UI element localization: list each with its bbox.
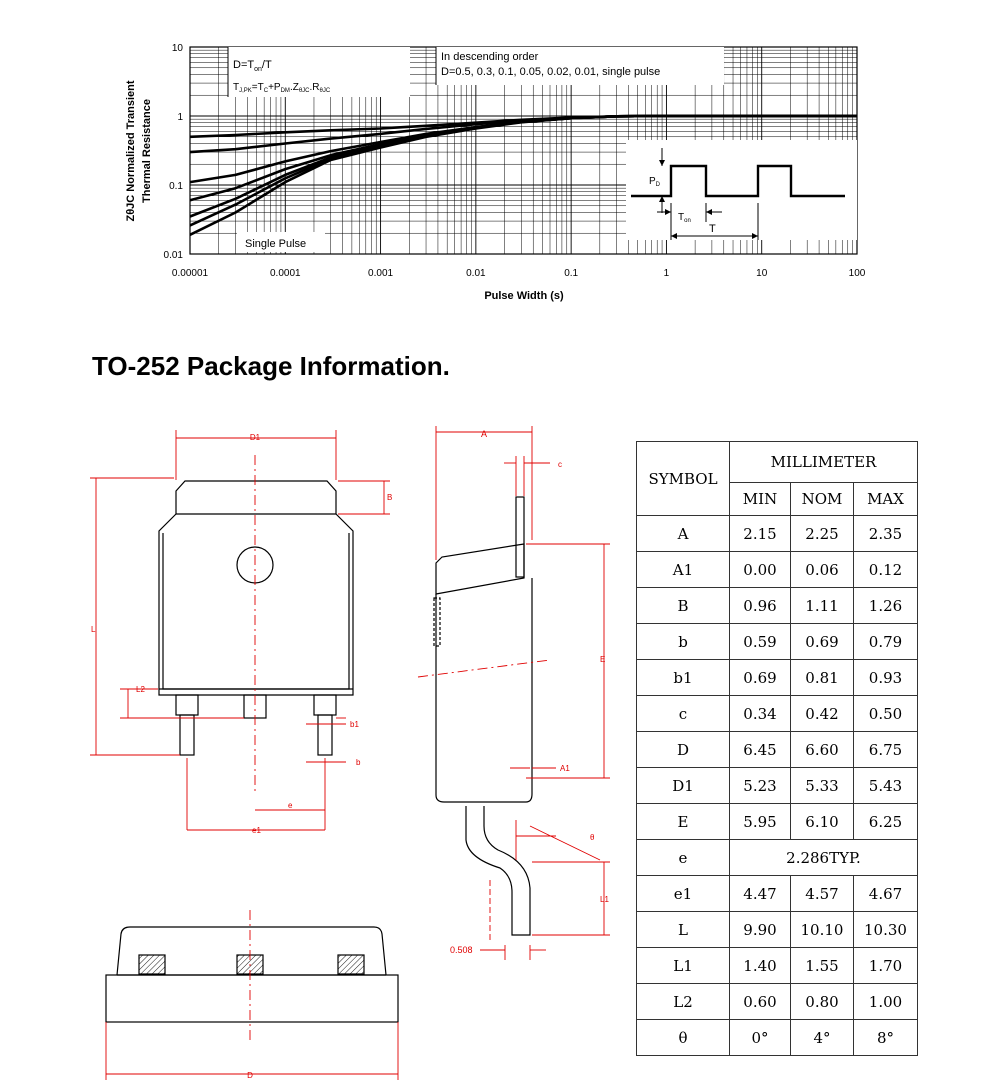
dim-label-e1: e1	[252, 826, 261, 835]
pulse-ton-label: $T_{on}$	[678, 212, 691, 224]
symbol-cell: θ	[637, 1020, 730, 1056]
table-row	[637, 732, 918, 768]
symbol-cell: b1	[637, 660, 730, 696]
nom-cell: 0.81	[791, 660, 854, 696]
max-cell: 6.75	[854, 732, 918, 768]
max-cell: 1.26	[854, 588, 918, 624]
min-cell: 9.90	[730, 912, 791, 948]
dim-label-l1: L1	[600, 895, 609, 904]
pulse-period-label: T	[709, 223, 716, 235]
dim-label-e: e	[288, 801, 293, 810]
table-row	[637, 660, 918, 696]
symbol-cell: L1	[637, 948, 730, 984]
side-view-dimensions	[418, 426, 610, 960]
symbol-cell: D1	[637, 768, 730, 804]
top-view-drawing	[159, 481, 353, 755]
dim-label-l: L	[91, 625, 96, 634]
dim-label-lead-pitch: 0.508	[450, 945, 473, 955]
symbol-cell: E	[637, 804, 730, 840]
max-header: MAX	[854, 483, 918, 516]
symbol-cell: b	[637, 624, 730, 660]
table-row	[637, 1020, 918, 1056]
section-title: TO-252 Package Information.	[92, 351, 450, 381]
nom-cell: 4°	[791, 1020, 854, 1056]
nom-cell: 10.10	[791, 912, 854, 948]
max-cell: 0.93	[854, 660, 918, 696]
table-row	[637, 696, 918, 732]
symbol-header: SYMBOL	[637, 442, 730, 516]
y-tick-label: 0.01	[163, 250, 183, 261]
nom-cell: 5.33	[791, 768, 854, 804]
dimension-table	[636, 441, 918, 1056]
min-cell: 2.15	[730, 516, 791, 552]
order-legend-line2: D=0.5, 0.3, 0.1, 0.05, 0.02, 0.01, single pulse	[441, 66, 661, 78]
dim-label-d1: D1	[249, 433, 261, 442]
x-tick-label: 100	[848, 268, 866, 279]
side-view-drawing	[434, 497, 532, 935]
symbol-cell: c	[637, 696, 730, 732]
dim-label-d: D	[247, 1071, 253, 1080]
table-row	[637, 876, 918, 912]
max-cell: 1.70	[854, 948, 918, 984]
table-row	[637, 516, 918, 552]
min-cell: 0.60	[730, 984, 791, 1020]
symbol-cell: e	[637, 840, 730, 876]
max-cell: 4.67	[854, 876, 918, 912]
nom-cell: 4.57	[791, 876, 854, 912]
symbol-cell: B	[637, 588, 730, 624]
nom-cell: 6.60	[791, 732, 854, 768]
max-cell: 8°	[854, 1020, 918, 1056]
min-cell: 0.00	[730, 552, 791, 588]
top-view-dimensions	[90, 430, 393, 830]
y-tick-label: 0.1	[169, 181, 183, 192]
y-axis-label-line1: ZθJC Normalized Transient	[125, 80, 137, 222]
unit-header: MILLIMETER	[730, 442, 918, 483]
max-cell: 6.25	[854, 804, 918, 840]
y-tick-label: 10	[171, 43, 183, 54]
max-cell: 0.12	[854, 552, 918, 588]
table-row	[637, 804, 918, 840]
max-cell: 0.50	[854, 696, 918, 732]
min-cell: 0.69	[730, 660, 791, 696]
min-cell: 5.95	[730, 804, 791, 840]
x-tick-label: 0.1	[564, 268, 579, 279]
dim-label-a1: A1	[560, 764, 570, 773]
nom-cell: 0.06	[791, 552, 854, 588]
typ-value-cell: 2.286TYP.	[730, 840, 918, 876]
nom-cell: 0.80	[791, 984, 854, 1020]
table-row	[637, 624, 918, 660]
symbol-cell: L2	[637, 984, 730, 1020]
min-cell: 0.34	[730, 696, 791, 732]
dim-label-b: b	[356, 758, 361, 767]
symbol-cell: L	[637, 912, 730, 948]
y-axis-label-line2: Thermal Resistance	[141, 99, 153, 203]
max-cell: 2.35	[854, 516, 918, 552]
x-tick-label: 1	[663, 268, 670, 279]
table-row	[637, 768, 918, 804]
table-row	[637, 588, 918, 624]
dim-label-e-cap: E	[600, 655, 606, 664]
symbol-cell: A1	[637, 552, 730, 588]
nom-cell: 6.10	[791, 804, 854, 840]
table-row	[637, 984, 918, 1020]
dim-label-c: c	[558, 460, 562, 469]
dim-label-b1: b1	[350, 720, 359, 729]
symbol-cell: e1	[637, 876, 730, 912]
x-axis-label: Pulse Width (s)	[484, 290, 564, 302]
table-row	[637, 552, 918, 588]
x-tick-label: 0.0001	[269, 268, 301, 279]
min-cell: 4.47	[730, 876, 791, 912]
max-cell: 1.00	[854, 984, 918, 1020]
min-header: MIN	[730, 483, 791, 516]
x-tick-label: 10	[756, 268, 768, 279]
min-cell: 5.23	[730, 768, 791, 804]
dim-label-a: A	[480, 429, 488, 439]
min-cell: 6.45	[730, 732, 791, 768]
min-cell: 0°	[730, 1020, 791, 1056]
dim-label-b-upper: B	[387, 493, 393, 502]
duty-formula-line1: $D=T_{on}/T$	[233, 59, 272, 73]
x-tick-label: 0.00001	[171, 268, 209, 279]
min-cell: 0.59	[730, 624, 791, 660]
junction-temp-formula: $T_{J,PK}=T_C+P_{DM}.Z_{\theta JC}.R_{\theta JC}$	[233, 82, 331, 94]
symbol-cell: A	[637, 516, 730, 552]
x-tick-label: 0.01	[466, 268, 486, 279]
nom-cell: 2.25	[791, 516, 854, 552]
nom-cell: 1.55	[791, 948, 854, 984]
nom-cell: 0.42	[791, 696, 854, 732]
max-cell: 0.79	[854, 624, 918, 660]
max-cell: 10.30	[854, 912, 918, 948]
min-cell: 1.40	[730, 948, 791, 984]
min-cell: 0.96	[730, 588, 791, 624]
order-legend-line1: In descending order	[441, 51, 539, 63]
dim-label-theta: θ	[590, 833, 595, 842]
nom-cell: 1.11	[791, 588, 854, 624]
table-row	[637, 840, 918, 876]
front-view-drawing	[106, 927, 398, 1022]
y-tick-label: 1	[177, 112, 183, 123]
nom-cell: 0.69	[791, 624, 854, 660]
symbol-cell: D	[637, 732, 730, 768]
front-view-dimensions	[106, 910, 398, 1080]
dim-label-l2: L2	[136, 685, 145, 694]
nom-header: NOM	[791, 483, 854, 516]
pulse-pd-label: $P_D$	[649, 176, 661, 188]
table-row	[637, 912, 918, 948]
table-row	[637, 948, 918, 984]
single-pulse-label: Single Pulse	[245, 238, 307, 250]
x-tick-label: 0.001	[368, 268, 394, 279]
max-cell: 5.43	[854, 768, 918, 804]
